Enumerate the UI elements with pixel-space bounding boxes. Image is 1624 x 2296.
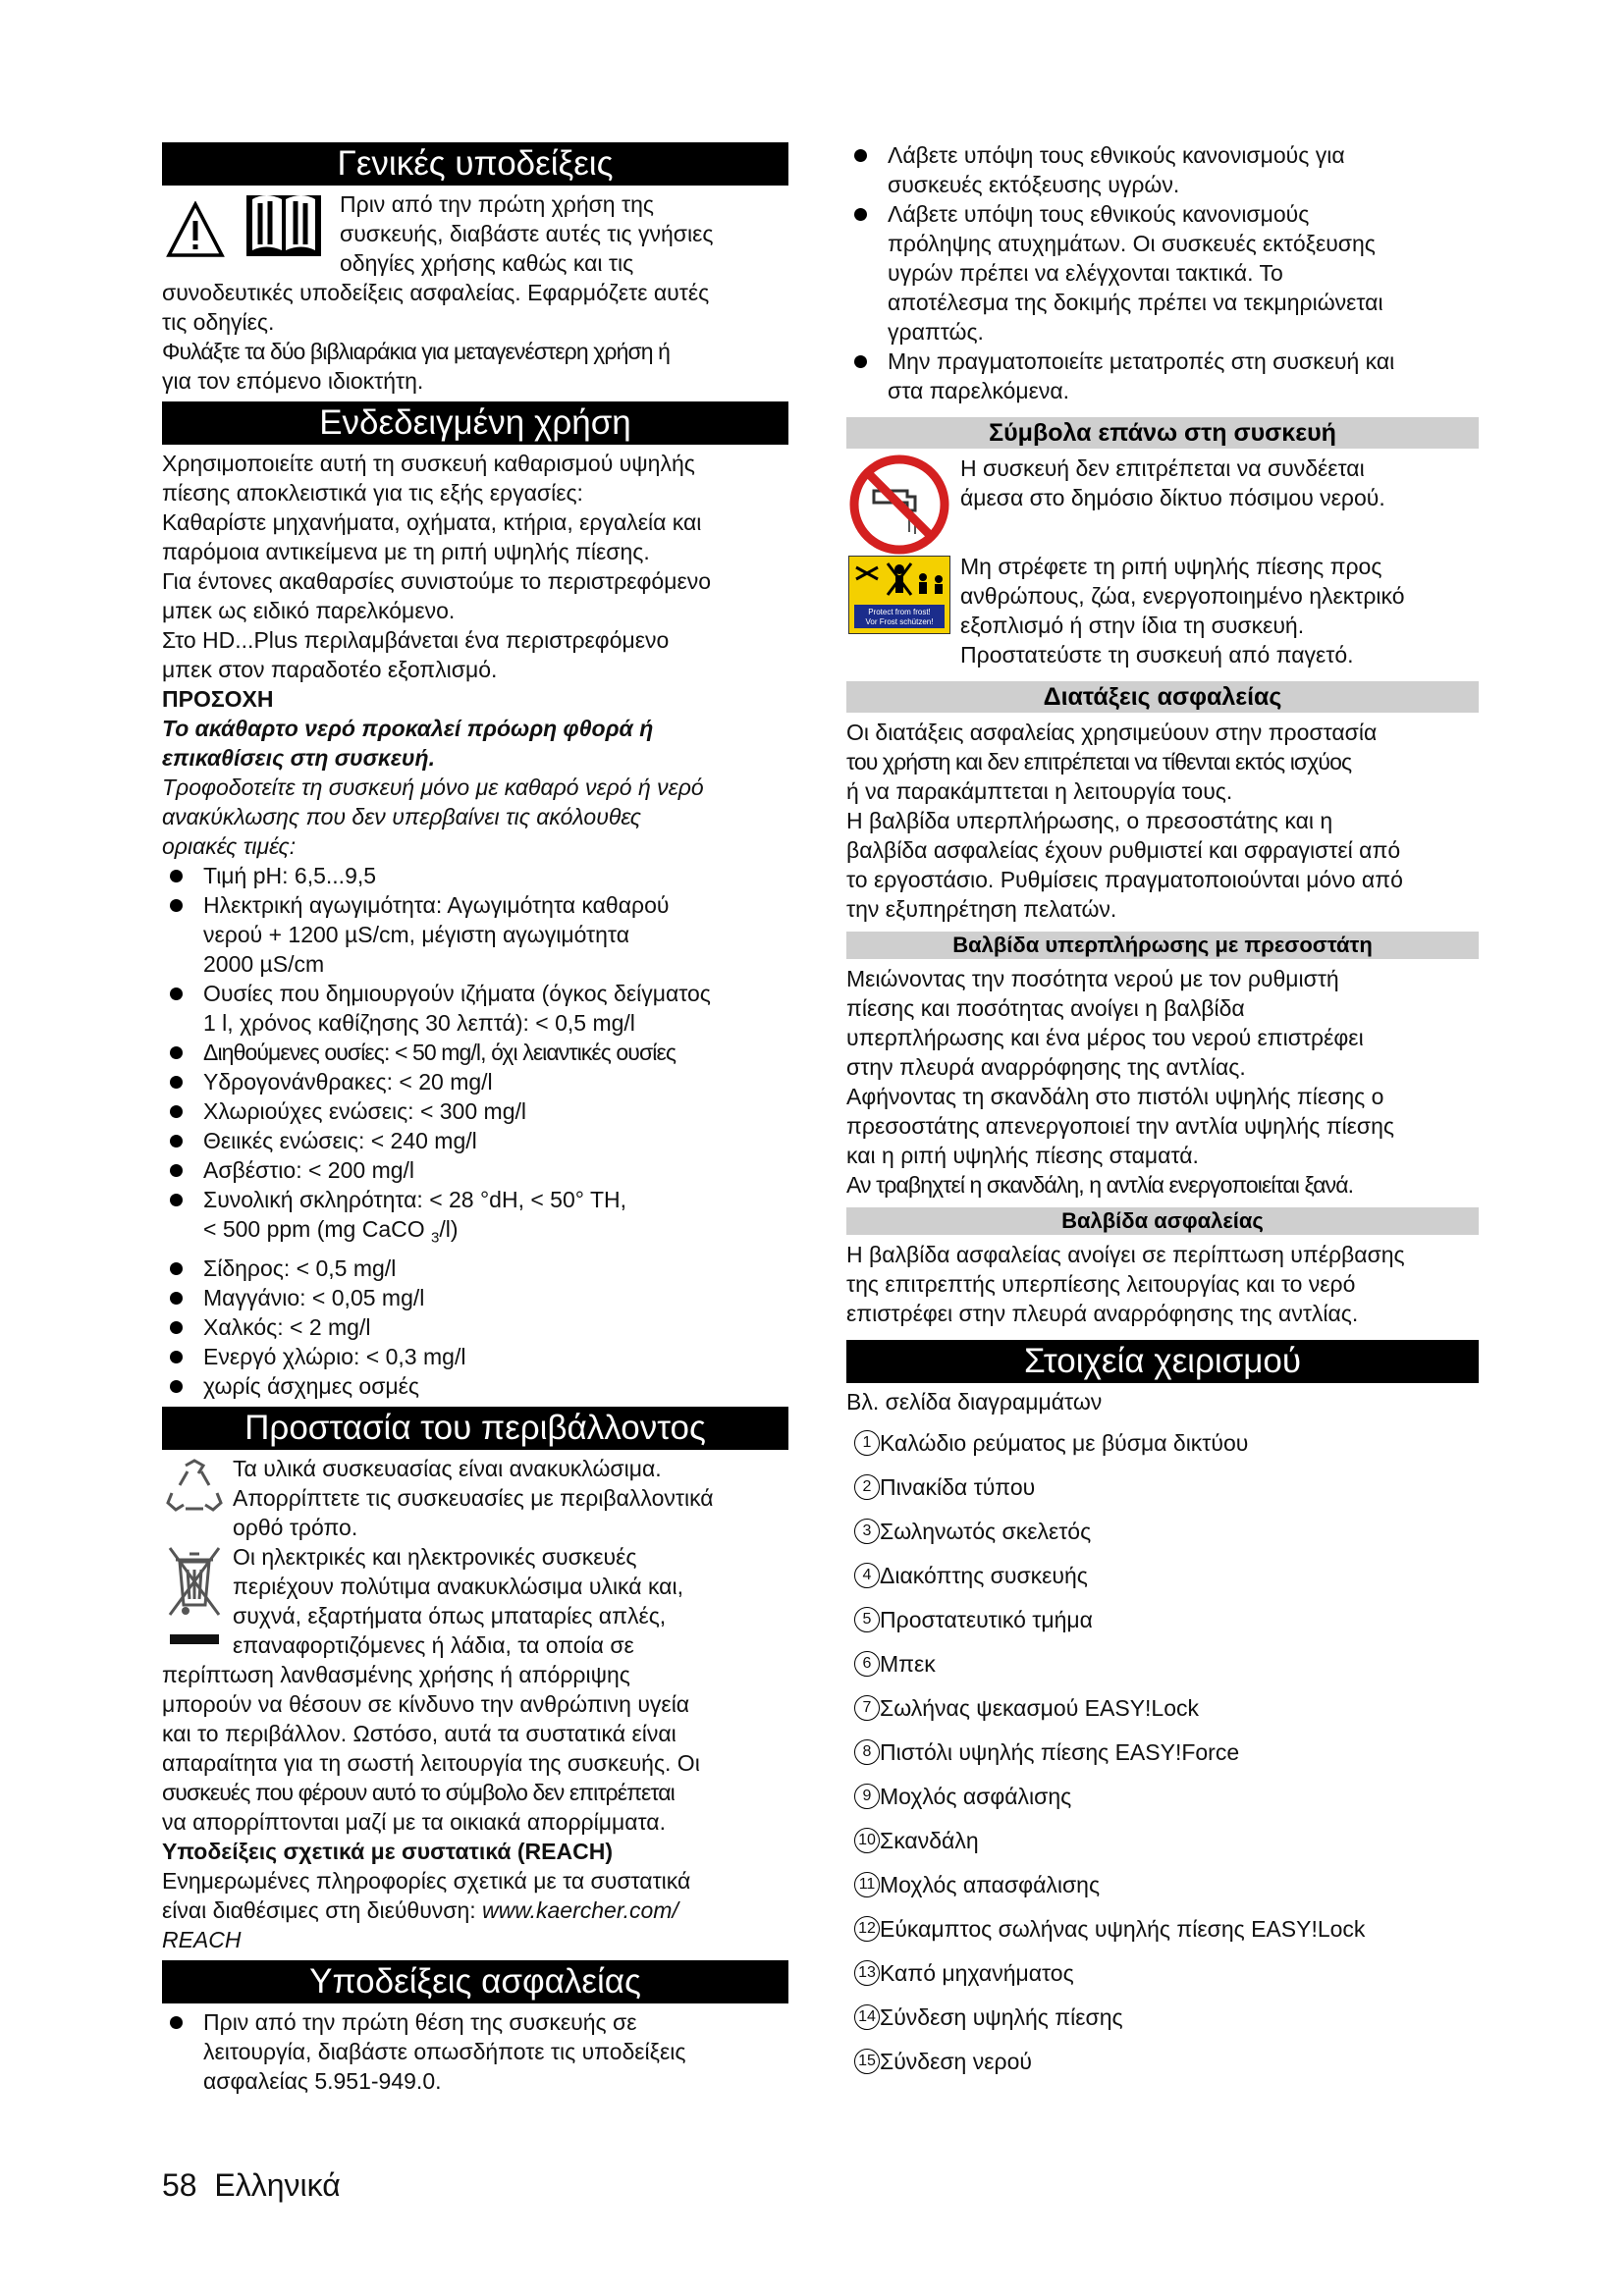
limit-text: Συνολική σκληρότητα: < 28 °dH, < 50° TH, bbox=[203, 1187, 626, 1212]
environment-heading: Προστασία του περιβάλλοντος bbox=[162, 1407, 788, 1450]
limit-item-manganese bbox=[162, 1283, 788, 1312]
bullet-dot bbox=[170, 1135, 183, 1148]
packaging-line-1: Τα υλικά συσκευασίας είναι ανακυκλώσιμα. bbox=[233, 1455, 662, 1481]
legend-item bbox=[846, 1428, 1479, 1472]
legend-number-badge: 1 bbox=[854, 1430, 880, 1456]
hardness-subscript: 3 bbox=[431, 1229, 440, 1247]
safety-text: γραπτώς. bbox=[888, 319, 984, 345]
limit-text bbox=[203, 1214, 788, 1254]
symbol-text: άμεσα στο δημόσιο δίκτυο πόσιμου νερού. bbox=[960, 485, 1385, 510]
overflow-line: στην πλευρά αναρρόφησης της αντλίας. bbox=[846, 1054, 1246, 1080]
limit-text: Σίδηρος: < 0,5 mg/l bbox=[203, 1255, 397, 1281]
intended-line: Χρησιμοποιείτε αυτή τη συσκευή καθαρισμού υψηλής bbox=[162, 451, 695, 476]
crossed-bin-icon bbox=[166, 1544, 223, 1654]
intended-line: πίεσης αποκλειστικά για τις εξής εργασίες: bbox=[162, 480, 583, 506]
packaging-line-3: ορθό τρόπο. bbox=[233, 1514, 358, 1540]
legend-item bbox=[846, 2047, 1479, 2091]
limit-item-chloride bbox=[162, 1096, 788, 1126]
manual-book-icon bbox=[244, 189, 323, 258]
symbol-text: εξοπλισμό ή στην ίδια τη συσκευή. bbox=[960, 613, 1305, 638]
general-keep-line-2: για τον επόμενο ιδιοκτήτη. bbox=[162, 368, 424, 394]
legend-item bbox=[846, 1958, 1479, 2002]
label-line-2: Vor Frost schützen! bbox=[865, 617, 934, 626]
limit-text: 1 l, χρόνος καθίζησης 30 λεπτά): < 0,5 mg/l bbox=[203, 1010, 635, 1036]
symbol-no-spray bbox=[846, 552, 1479, 673]
symbol-text: Προστατεύστε τη συσκευή από παγετό. bbox=[960, 642, 1354, 667]
symbol-text: ανθρώπους, ζώα, ενεργοποιημένο ηλεκτρικό bbox=[960, 583, 1405, 609]
weee-line: και το περιβάλλον. Ωστόσο, αυτά τα συστατικά είναι bbox=[162, 1720, 677, 1746]
bullet-dot bbox=[170, 899, 183, 912]
bullet-dot bbox=[854, 149, 867, 162]
limit-text: Τιμή pH: 6,5...9,5 bbox=[203, 863, 377, 888]
legend-label: Διακόπτης συσκευής bbox=[880, 1563, 1088, 1588]
legend-item bbox=[846, 1649, 1479, 1693]
feed-text-line-2: ανακύκλωσης που δεν υπερβαίνει τις ακόλουθες bbox=[162, 804, 641, 829]
legend-item bbox=[846, 1914, 1479, 1958]
reach-line-2 bbox=[162, 1896, 788, 1925]
relief-line: επιστρέφει στην πλευρά αναρρόφησης της αντλίας. bbox=[846, 1301, 1359, 1326]
legend-label: Προστατευτικό τμήμα bbox=[880, 1607, 1093, 1632]
legend-label: Πινακίδα τύπου bbox=[880, 1474, 1036, 1500]
safety-text: στα παρελκόμενα. bbox=[888, 378, 1070, 403]
weee-line: περίπτωση λανθασμένης χρήσης ή απόρριψης bbox=[162, 1661, 630, 1687]
symbol-no-drinking-water bbox=[846, 454, 1479, 552]
relief-line: της επιτρεπτής υπερπίεσης λειτουργίας και το νερό bbox=[846, 1271, 1356, 1297]
legend-number-badge: 15 bbox=[854, 2049, 880, 2074]
limit-text: Υδρογονάνθρακες: < 20 mg/l bbox=[203, 1069, 493, 1095]
legend-label: Σκανδάλη bbox=[880, 1828, 979, 1853]
safety-text: Πριν από την πρώτη θέση της συσκευής σε bbox=[203, 2008, 637, 2035]
limit-item-hydrocarbons bbox=[162, 1067, 788, 1096]
legend-label: Σύνδεση νερού bbox=[880, 2049, 1032, 2074]
bullet-dot bbox=[170, 1076, 183, 1089]
weee-line: Οι ηλεκτρικές και ηλεκτρονικές συσκευές bbox=[233, 1543, 637, 1570]
feed-text-line-3: οριακές τιμές: bbox=[162, 833, 297, 859]
overflow-valve-heading: Βαλβίδα υπερπλήρωσης με πρεσοστάτη bbox=[846, 932, 1479, 959]
right-column bbox=[846, 140, 1479, 2091]
limit-text: 2000 µS/cm bbox=[203, 951, 325, 977]
limit-item-chlorine bbox=[162, 1342, 788, 1371]
bullet-dot bbox=[170, 1262, 183, 1275]
overflow-line: Μειώνοντας την ποσότητα νερού με τον ρυθμιστή bbox=[846, 966, 1339, 991]
safety-text: Μην πραγματοποιείτε μετατροπές στη συσκευή και bbox=[888, 348, 1395, 374]
legend-item bbox=[846, 1826, 1479, 1870]
reach-link[interactable]: www.kaercher.com/ bbox=[482, 1896, 678, 1923]
symbol-text: Μη στρέφετε τη ριπή υψηλής πίεσης προς bbox=[960, 554, 1382, 579]
reach-link-line-2[interactable]: REACH bbox=[162, 1926, 242, 1952]
safety-heading: Υποδείξεις ασφαλείας bbox=[162, 1960, 788, 2003]
recycle-icon bbox=[164, 1458, 225, 1515]
legend-label: Μοχλός απασφάλισης bbox=[880, 1872, 1101, 1897]
bullet-dot bbox=[170, 1351, 183, 1363]
limit-text: Ουσίες που δημιουργούν ιζήματα (όγκος δείγματος bbox=[203, 981, 711, 1006]
weee-line: μπορούν να θέσουν σε κίνδυνο την ανθρώπινη υγεία bbox=[162, 1690, 690, 1717]
legend-item bbox=[846, 1870, 1479, 1914]
label-line-1: Protect from frost! bbox=[868, 608, 931, 616]
legend-label: Καπό μηχανήματος bbox=[880, 1960, 1074, 1986]
reach-line-1: Ενημερωμένες πληροφορίες σχετικά με τα συστατικά bbox=[162, 1867, 691, 1894]
intended-line: Για έντονες ακαθαρσίες συνιστούμε το περιστρεφόμενο bbox=[162, 568, 712, 594]
caution-label: ΠΡΟΣΟΧΗ bbox=[162, 686, 274, 712]
no-drinking-water-icon bbox=[848, 454, 950, 556]
devices-line: βαλβίδα ασφαλείας έχουν ρυθμιστεί και σφραγιστεί από bbox=[846, 837, 1401, 863]
hardness-unit: /l) bbox=[439, 1216, 459, 1242]
bullet-dot bbox=[854, 355, 867, 368]
devices-line: του χρήστη και δεν επιτρέπεται να τίθενται εκτός ισχύος bbox=[846, 749, 1352, 774]
left-column bbox=[162, 140, 788, 2096]
limit-text: Θειικές ενώσεις: < 240 mg/l bbox=[203, 1128, 477, 1153]
legend-number-badge: 6 bbox=[854, 1651, 880, 1677]
safety-text: Λάβετε υπόψη τους εθνικούς κανονισμούς bbox=[888, 201, 1310, 227]
limit-item-copper bbox=[162, 1312, 788, 1342]
overflow-line: Αν τραβηχτεί η σκανδάλη, η αντλία ενεργοποιείται ξανά. bbox=[846, 1172, 1354, 1198]
legend-label: Σωλήνας ψεκασμού EASY!Lock bbox=[880, 1695, 1200, 1721]
caution-text-line-1: Το ακάθαρτο νερό προκαλεί πρόωρη φθορά ή bbox=[162, 716, 654, 741]
legend-item bbox=[846, 1693, 1479, 1737]
bullet-dot bbox=[170, 1105, 183, 1118]
overflow-line: και η ριπή υψηλής πίεσης σταματά. bbox=[846, 1143, 1199, 1168]
intended-line: παρόμοια αντικείμενα με τη ριπή υψηλής πίεσης. bbox=[162, 539, 650, 564]
general-intro-line-4: συνοδευτικές υποδείξεις ασφαλείας. Εφαρμόζετε αυτές bbox=[162, 280, 710, 305]
page-language: Ελληνικά bbox=[214, 2167, 341, 2203]
legend-label: Σύνδεση υψηλής πίεσης bbox=[880, 2004, 1123, 2030]
limit-item-iron bbox=[162, 1254, 788, 1283]
safety-text: λειτουργία, διαβάστε οπωσδήποτε τις υποδείξεις bbox=[203, 2038, 686, 2064]
devices-heading: Διατάξεις ασφαλείας bbox=[846, 681, 1479, 713]
intended-heading: Ενδεδειγμένη χρήση bbox=[162, 401, 788, 445]
limit-item-conductivity bbox=[162, 890, 788, 979]
general-intro-line-5: τις οδηγίες. bbox=[162, 309, 275, 335]
legend-number-badge: 9 bbox=[854, 1784, 880, 1809]
legend-label: Μοχλός ασφάλισης bbox=[880, 1784, 1072, 1809]
weee-line: επαναφορτιζόμενες ή λάδια, τα οποία σε bbox=[233, 1631, 634, 1658]
bullet-dot bbox=[170, 1292, 183, 1305]
overflow-line: Αφήνοντας τη σκανδάλη στο πιστόλι υψηλής πίεσης ο bbox=[846, 1084, 1384, 1109]
devices-line: ή να παρακάμπτεται η λειτουργία τους. bbox=[846, 778, 1233, 804]
limit-text: Μαγγάνιο: < 0,05 mg/l bbox=[203, 1284, 425, 1310]
page-footer bbox=[162, 2165, 341, 2205]
limit-text: χωρίς άσχημες οσμές bbox=[203, 1372, 419, 1399]
safety-bullet bbox=[846, 140, 1479, 199]
legend-number-badge: 3 bbox=[854, 1519, 880, 1544]
safety-bullet bbox=[846, 347, 1479, 405]
hardness-text: < 500 ppm (mg CaCO bbox=[203, 1216, 432, 1242]
bullet-dot bbox=[170, 1380, 183, 1393]
general-intro-line-1: Πριν από την πρώτη χρήση της bbox=[340, 191, 654, 217]
symbols-heading: Σύμβολα επάνω στη συσκευή bbox=[846, 417, 1479, 449]
symbol-text: Η συσκευή δεν επιτρέπεται να συνδέεται bbox=[960, 455, 1365, 481]
safety-text: Λάβετε υπόψη τους εθνικούς κανονισμούς για bbox=[888, 142, 1345, 168]
intended-line: μπεκ ως ειδικό παρελκόμενο. bbox=[162, 598, 456, 623]
limit-text: Ασβέστιο: < 200 mg/l bbox=[203, 1157, 415, 1183]
legend-item bbox=[846, 1561, 1479, 1605]
legend-label: Εύκαμπτος σωλήνας υψηλής πίεσης EASY!Lock bbox=[880, 1916, 1366, 1942]
bullet-dot bbox=[854, 208, 867, 221]
legend-label: Σωληνωτός σκελετός bbox=[880, 1519, 1092, 1544]
safety-bullet bbox=[846, 199, 1479, 347]
weee-line: συχνά, εξαρτήματα όπως μπαταρίες απλές, bbox=[233, 1602, 667, 1629]
devices-line: την εξυπηρέτηση πελατών. bbox=[846, 896, 1117, 922]
limit-text: Ενεργό χλώριο: < 0,3 mg/l bbox=[203, 1343, 466, 1369]
bullet-dot bbox=[170, 1046, 183, 1059]
environment-weee bbox=[162, 1542, 788, 1660]
general-intro-line-2: συσκευής, διαβάστε αυτές τις γνήσιες bbox=[340, 221, 714, 246]
bullet-dot bbox=[170, 988, 183, 1000]
devices-line: Οι διατάξεις ασφαλείας χρησιμεύουν στην προστασία bbox=[846, 720, 1378, 745]
legend-item bbox=[846, 1737, 1479, 1782]
warning-triangle-icon bbox=[166, 201, 225, 258]
page-number: 58 bbox=[162, 2167, 197, 2203]
bullet-dot bbox=[170, 1164, 183, 1177]
relief-line: Η βαλβίδα ασφαλείας ανοίγει σε περίπτωση υπέρβασης bbox=[846, 1242, 1405, 1267]
weee-line: να απορρίπτονται μαζί με τα οικιακά απορρίμματα. bbox=[162, 1808, 666, 1835]
overflow-line: υπερπλήρωσης και ένα μέρος του νερού επιστρέφει bbox=[846, 1025, 1364, 1050]
limit-item-sulphate bbox=[162, 1126, 788, 1155]
relief-valve-heading: Βαλβίδα ασφαλείας bbox=[846, 1207, 1479, 1235]
legend-number-badge: 5 bbox=[854, 1607, 880, 1632]
legend-number-badge: 7 bbox=[854, 1695, 880, 1721]
legend-number-badge: 13 bbox=[854, 1960, 880, 1986]
legend-number-badge: 4 bbox=[854, 1563, 880, 1588]
safety-text: αποτέλεσμα της δοκιμής πρέπει να τεκμηριώνεται bbox=[888, 290, 1383, 315]
reach-title: Υποδείξεις σχετικά με συστατικά (REACH) bbox=[162, 1838, 613, 1864]
safety-text: συσκευές εκτόξευσης υγρών. bbox=[888, 172, 1180, 197]
bullet-dot bbox=[170, 2016, 183, 2029]
feed-text-line-1: Τροφοδοτείτε τη συσκευή μόνο με καθαρό νερό ή νερό bbox=[162, 774, 704, 800]
weee-line: απαραίτητα για τη σωστή λειτουργία της συσκευής. Οι bbox=[162, 1749, 700, 1776]
limit-text: Χαλκός: < 2 mg/l bbox=[203, 1313, 371, 1340]
legend-number-badge: 14 bbox=[854, 2004, 880, 2030]
limit-item-ph bbox=[162, 861, 788, 890]
reach-text: είναι διαθέσιμες στη διεύθυνση: bbox=[162, 1896, 483, 1923]
controls-intro: Βλ. σελίδα διαγραμμάτων bbox=[846, 1389, 1103, 1415]
controls-legend bbox=[846, 1428, 1479, 2091]
bullet-dot bbox=[170, 1194, 183, 1206]
safety-text: ασφαλείας 5.951-949.0. bbox=[203, 2067, 442, 2094]
limit-text: νερού + 1200 µS/cm, μέγιστη αγωγιμότητα bbox=[203, 922, 629, 947]
bullet-dot bbox=[170, 870, 183, 882]
limit-text: Χλωριούχες ενώσεις: < 300 mg/l bbox=[203, 1098, 526, 1124]
legend-label: Πιστόλι υψηλής πίεσης EASY!Force bbox=[880, 1739, 1240, 1765]
legend-item bbox=[846, 1472, 1479, 1517]
legend-number-badge: 11 bbox=[854, 1872, 880, 1897]
devices-line: Η βαλβίδα υπερπλήρωσης, ο πρεσοστάτης και η bbox=[846, 808, 1333, 833]
intended-line: Στο HD...Plus περιλαμβάνεται ένα περιστρεφόμενο bbox=[162, 627, 670, 653]
legend-number-badge: 8 bbox=[854, 1739, 880, 1765]
safety-bullet bbox=[162, 2007, 788, 2096]
limit-item-filterable bbox=[162, 1038, 788, 1067]
general-keep-line-1: Φυλάξτε τα δύο βιβλιαράκια για μεταγενέστερη χρήση ή bbox=[162, 339, 671, 364]
legend-item bbox=[846, 1517, 1479, 1561]
caution-text-line-2: επικαθίσεις στη συσκευή. bbox=[162, 745, 435, 771]
environment-packaging bbox=[162, 1454, 788, 1542]
legend-item bbox=[846, 1782, 1479, 1826]
devices-line: το εργοστάσιο. Ρυθμίσεις πραγματοποιούνται μόνο από bbox=[846, 867, 1403, 892]
general-intro bbox=[162, 189, 788, 278]
legend-number-badge: 10 bbox=[854, 1828, 880, 1853]
legend-number-badge: 2 bbox=[854, 1474, 880, 1500]
weee-line: συσκευές που φέρουν αυτό το σύμβολο δεν επιτρέπεται bbox=[162, 1779, 675, 1805]
limit-item-hardness bbox=[162, 1185, 788, 1254]
general-heading: Γενικές υποδείξεις bbox=[162, 142, 788, 186]
safety-text: υγρών πρέπει να ελέγχονται τακτικά. Το bbox=[888, 260, 1283, 286]
overflow-line: πρεσοστάτης απενεργοποιεί την αντλία υψηλής πίεσης bbox=[846, 1113, 1394, 1139]
legend-number-badge: 12 bbox=[854, 1916, 880, 1942]
intended-line: μπεκ στον παραδοτέο εξοπλισμό. bbox=[162, 657, 498, 682]
limit-item-sediment bbox=[162, 979, 788, 1038]
legend-label: Μπεκ bbox=[880, 1651, 936, 1677]
bullet-dot bbox=[170, 1321, 183, 1334]
packaging-line-2: Απορρίπτετε τις συσκευασίες με περιβαλλοντικά bbox=[233, 1484, 714, 1511]
controls-heading: Στοιχεία χειρισμού bbox=[846, 1340, 1479, 1383]
limit-text: Διηθούμενες ουσίες: < 50 mg/l, όχι λειαντικές ουσίες bbox=[203, 1040, 677, 1065]
overflow-line: πίεσης και ποσότητας ανοίγει η βαλβίδα bbox=[846, 995, 1245, 1021]
general-intro-line-3: οδηγίες χρήσης καθώς και τις bbox=[340, 250, 634, 276]
no-spray-label-icon bbox=[848, 556, 950, 634]
limit-item-calcium bbox=[162, 1155, 788, 1185]
safety-text: πρόληψης ατυχημάτων. Οι συσκευές εκτόξευσης bbox=[888, 231, 1376, 256]
limit-item-odour bbox=[162, 1371, 788, 1401]
legend-label: Καλώδιο ρεύματος με βύσμα δικτύου bbox=[880, 1430, 1249, 1456]
intended-line: Καθαρίστε μηχανήματα, οχήματα, κτήρια, εργαλεία και bbox=[162, 509, 702, 535]
limit-text: Ηλεκτρική αγωγιμότητα: Αγωγιμότητα καθαρού bbox=[203, 892, 670, 918]
weee-line: περιέχουν πολύτιμα ανακυκλώσιμα υλικά και, bbox=[233, 1573, 683, 1599]
legend-item bbox=[846, 2002, 1479, 2047]
legend-item bbox=[846, 1605, 1479, 1649]
